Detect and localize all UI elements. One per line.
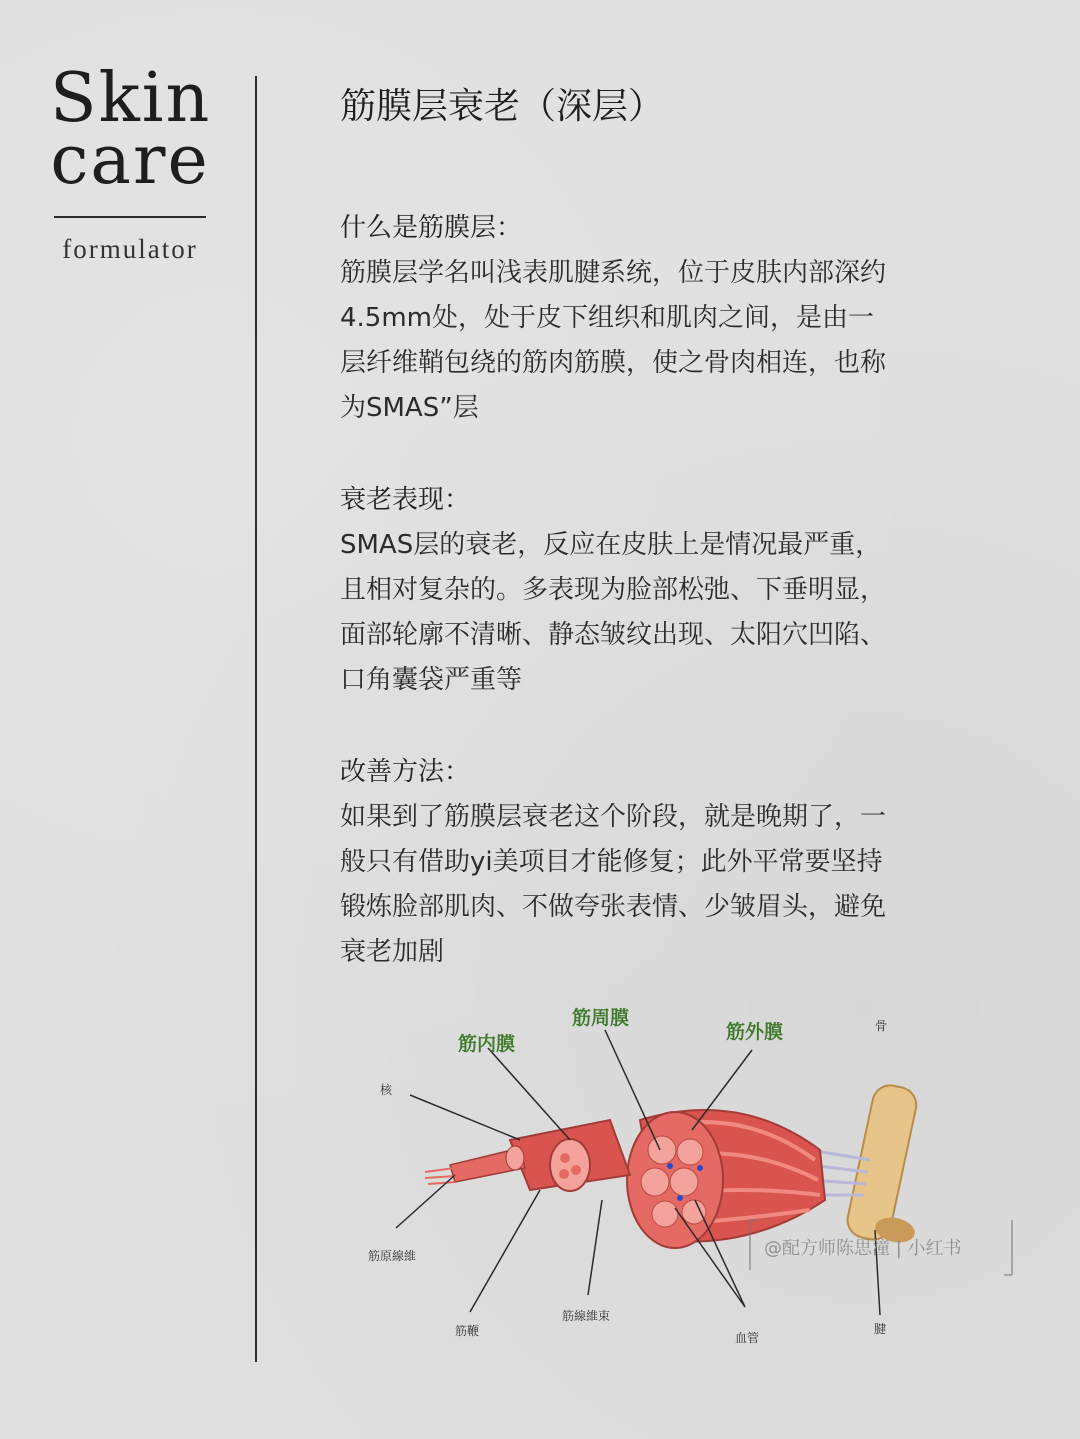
brand-subtitle: formulator: [62, 234, 198, 264]
muscle-diagram-svg: [340, 990, 1040, 1360]
vertical-divider: [255, 76, 257, 1362]
section-line: 且相对复杂的。多表现为脸部松弛、下垂明显，: [340, 575, 887, 605]
section-what-is-smas: [340, 206, 1020, 431]
single-fascicle: [510, 1120, 630, 1191]
label-vessel: 血管: [735, 1331, 760, 1345]
label-nucleus: 核: [380, 1083, 393, 1097]
section-line: 4.5mm处，处于皮下组织和肌肉之间，是由一: [340, 303, 875, 333]
section-aging-signs: [340, 478, 1020, 703]
section-heading: 什么是筋膜层：: [340, 213, 523, 243]
brand-logo: [50, 59, 212, 265]
section-line: 衰老加剧: [340, 937, 445, 967]
label-tendon: 腱: [874, 1322, 887, 1336]
label-myofibril: 筋原線維: [368, 1249, 417, 1263]
section-line: 层纤维鞘包绕的筋肉筋膜，使之骨肉相连，也称: [340, 348, 887, 378]
page-title: 筋膜层衰老（深层）: [340, 86, 665, 127]
muscle-fiber: [450, 1146, 525, 1182]
label-endomysium: 筋内膜: [458, 1033, 516, 1055]
section-line: SMAS层的衰老，反应在皮肤上是情况最严重，: [340, 530, 882, 560]
brand-line-care: care: [50, 121, 210, 200]
section-line: 筋膜层学名叫浅表肌腱系统，位于皮肤内部深约: [340, 258, 887, 288]
watermark-text: @配方师陈思潼 | 小红书: [764, 1238, 962, 1259]
myofibril: [425, 1168, 455, 1184]
section-line: 面部轮廓不清晰、静态皱纹出现、太阳穴凹陷、: [340, 620, 887, 650]
label-bone: 骨: [875, 1019, 888, 1033]
section-line: 口角囊袋严重等: [340, 665, 523, 695]
brand-divider: [54, 216, 206, 218]
brand-line-skin: Skin: [50, 59, 212, 138]
section-line: 般只有借助yi美项目才能修复；此外平常要坚持: [340, 847, 883, 877]
section-line: 如果到了筋膜层衰老这个阶段，就是晚期了，一: [340, 802, 887, 832]
section-improvement: [340, 750, 1020, 975]
bone-illustration: [844, 1082, 919, 1246]
section-line: 为SMAS”层: [340, 393, 479, 423]
label-perimysium: 筋周膜: [572, 1007, 630, 1029]
label-fascicle: 筋線維束: [562, 1309, 611, 1323]
section-heading: 衰老表现：: [340, 485, 471, 515]
label-epimysium: 筋外膜: [726, 1021, 784, 1043]
section-line: 锻炼脸部肌肉、不做夸张表情、少皱眉头，避免: [340, 892, 887, 922]
muscle-anatomy-diagram: [340, 990, 1040, 1360]
label-fiber: 筋鞭: [455, 1324, 480, 1338]
section-heading: 改善方法：: [340, 757, 471, 787]
